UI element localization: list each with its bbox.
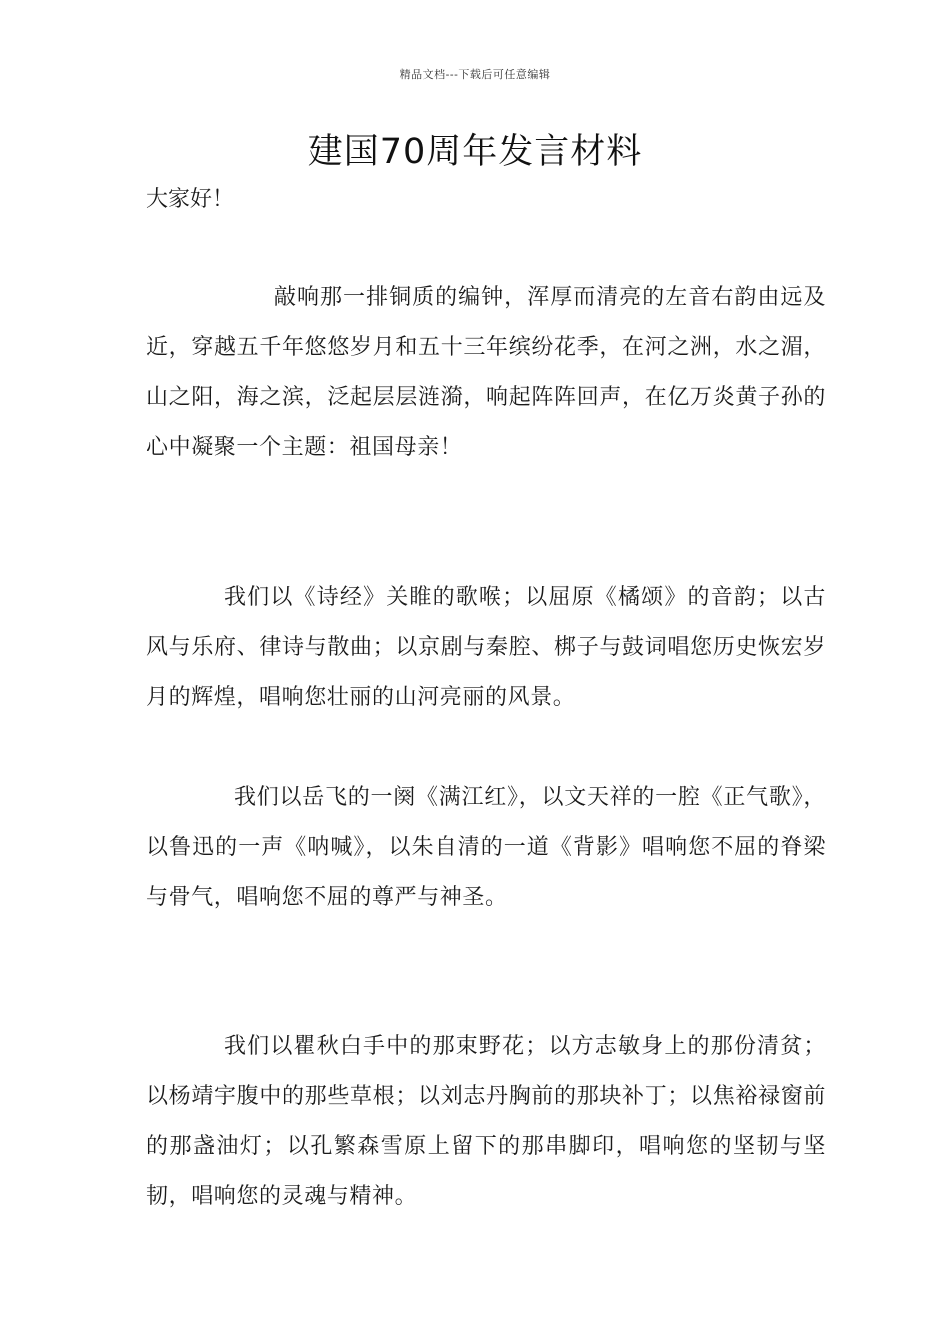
greeting: 大家好！ xyxy=(146,187,235,212)
paragraph-3: 我们以岳飞的一阕《满江红》，以文天祥的一腔《正气歌》，以鲁迅的一声《呐喊》，以朱自清的一道《背影》唱响您不屈的脊梁与骨气，唱响您不屈的尊严与神圣。 xyxy=(146,785,826,910)
page-watermark: 精品文档---下载后可任意编辑 xyxy=(399,68,551,81)
paragraph-2: 我们以《诗经》关睢的歌喉；以屈原《橘颂》的音韵；以古风与乐府、律诗与散曲；以京剧与秦腔、梆子与鼓词唱您历史恢宏岁月的辉煌，唱响您壮丽的山河亮丽的风景。 xyxy=(146,585,826,710)
paragraph-4: 我们以瞿秋白手中的那束野花；以方志敏身上的那份清贫；以杨靖宇腹中的那些草根；以刘志丹胸前的那块补丁；以焦裕禄窗前的那盏油灯；以孔繁森雪原上留下的那串脚印，唱响您的坚韧与坚韧，唱响您的灵魂与精神。 xyxy=(146,1034,826,1209)
document-title: 建国70周年发言材料 xyxy=(307,132,643,172)
paragraph-1: 敲响那一排铜质的编钟，浑厚而清亮的左音右韵由远及近，穿越五千年悠悠岁月和五十三年缤纷花季，在河之洲，水之湄，山之阳，海之滨，泛起层层涟漪，响起阵阵回声，在亿万炎黄子孙的心中凝聚一个主题：祖国母亲！ xyxy=(146,285,826,460)
